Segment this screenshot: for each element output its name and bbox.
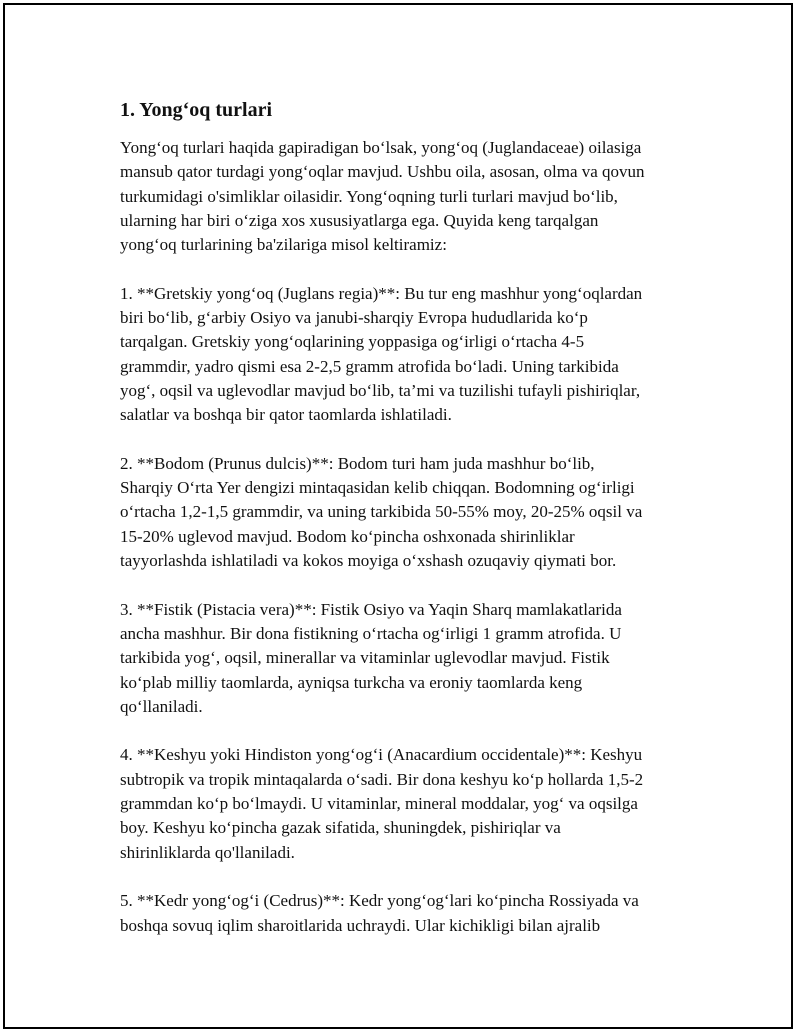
text-line: tarqalgan. Gretskiy yong‘oqlarining yoppasiga og‘irligi o‘rtacha 4-5 <box>120 332 585 352</box>
text-line: mansub qator turdagi yong‘oqlar mavjud. Ushbu oila, asosan, olma va qovun <box>120 162 645 182</box>
text-line: subtropik va tropik mintaqalarda o‘sadi. Bir dona keshyu ko‘p hollarda 1,5-2 <box>120 769 644 789</box>
walnut-paragraph <box>120 282 695 428</box>
intro-paragraph <box>120 136 695 257</box>
text-line: grammdan ko‘p bo‘lmaydi. U vitaminlar, mineral moddalar, yog‘ va oqsilga <box>120 794 638 814</box>
text-line: 15-20% uglevod mavjud. Bodom ko‘pincha oshxonada shirinliklar <box>120 526 575 546</box>
text-line: 5. **Kedr yong‘og‘i (Cedrus)**: Kedr yong‘og‘lari ko‘pincha Rossiyada va <box>120 891 639 911</box>
text-line: yog‘, oqsil va uglevodlar mavjud bo‘lib, ta’mi va tuzilishi tufayli pishiriqlar, <box>120 380 641 400</box>
text-line: ancha mashhur. Bir dona fistikning o‘rtacha og‘irligi 1 gramm atrofida. U <box>120 623 622 643</box>
cashew-paragraph <box>120 743 695 864</box>
text-line: ularning har biri o‘ziga xos xususiyatlarga ega. Quyida keng tarqalgan <box>120 210 599 230</box>
text-line: Yong‘oq turlari haqida gapiradigan bo‘lsak, yong‘oq (Juglandaceae) oilasiga <box>120 138 642 157</box>
cedar-nut-paragraph <box>120 889 695 938</box>
text-line: biri bo‘lib, g‘arbiy Osiyo va janubi-sharqiy Evropa hududlarida ko‘p <box>120 308 588 328</box>
text-line: tayyorlashda ishlatiladi va kokos moyiga o‘xshash ozuqaviy qiymati bor. <box>120 551 617 571</box>
text-line: 1. **Gretskiy yong‘oq (Juglans regia)**: Bu tur eng mashhur yong‘oqlardan <box>120 283 643 303</box>
text-line: salatlar va boshqa bir qator taomlarda ishlatiladi. <box>120 405 452 425</box>
text-line: tarkibida yog‘, oqsil, minerallar va vitaminlar uglevodlar mavjud. Fistik <box>120 648 610 668</box>
text-line: 2. **Bodom (Prunus dulcis)**: Bodom turi ham juda mashhur bo‘lib, <box>120 453 595 473</box>
document-body <box>120 97 695 962</box>
section-heading: 1. Yong‘oq turlari <box>120 99 273 121</box>
text-line: boy. Keshyu ko‘pincha gazak sifatida, shuningdek, pishiriqlar va <box>120 818 561 838</box>
text-line: grammdir, yadro qismi esa 2-2,5 gramm atrofida bo‘ladi. Uning tarkibida <box>120 356 619 376</box>
text-line: 3. **Fistik (Pistacia vera)**: Fistik Osiyo va Yaqin Sharq mamlakatlarida <box>120 599 622 619</box>
almond-paragraph <box>120 452 695 573</box>
text-line: shirinliklarda qo'llaniladi. <box>120 842 295 862</box>
text-line: Sharqiy O‘rta Yer dengizi mintaqasidan kelib chiqqan. Bodomning og‘irligi <box>120 478 635 498</box>
text-line: turkumidagi o'simliklar oilasidir. Yong‘oqning turli turlari mavjud bo‘lib, <box>120 186 618 206</box>
text-line: qo‘llaniladi. <box>120 696 203 716</box>
text-line: o‘rtacha 1,2-1,5 grammdir, va uning tarkibida 50-55% moy, 20-25% oqsil va <box>120 502 643 522</box>
text-line: ko‘plab milliy taomlarda, ayniqsa turkcha va eroniy taomlarda keng <box>120 672 583 692</box>
text-line: boshqa sovuq iqlim sharoitlarida uchraydi. Ular kichikligi bilan ajralib <box>120 915 601 935</box>
document-page <box>3 3 793 1029</box>
pistachio-paragraph <box>120 598 695 719</box>
text-line: 4. **Keshyu yoki Hindiston yong‘og‘i (Anacardium occidentale)**: Keshyu <box>120 745 643 765</box>
text-line: yong‘oq turlarining ba'zilariga misol keltiramiz: <box>120 235 447 255</box>
